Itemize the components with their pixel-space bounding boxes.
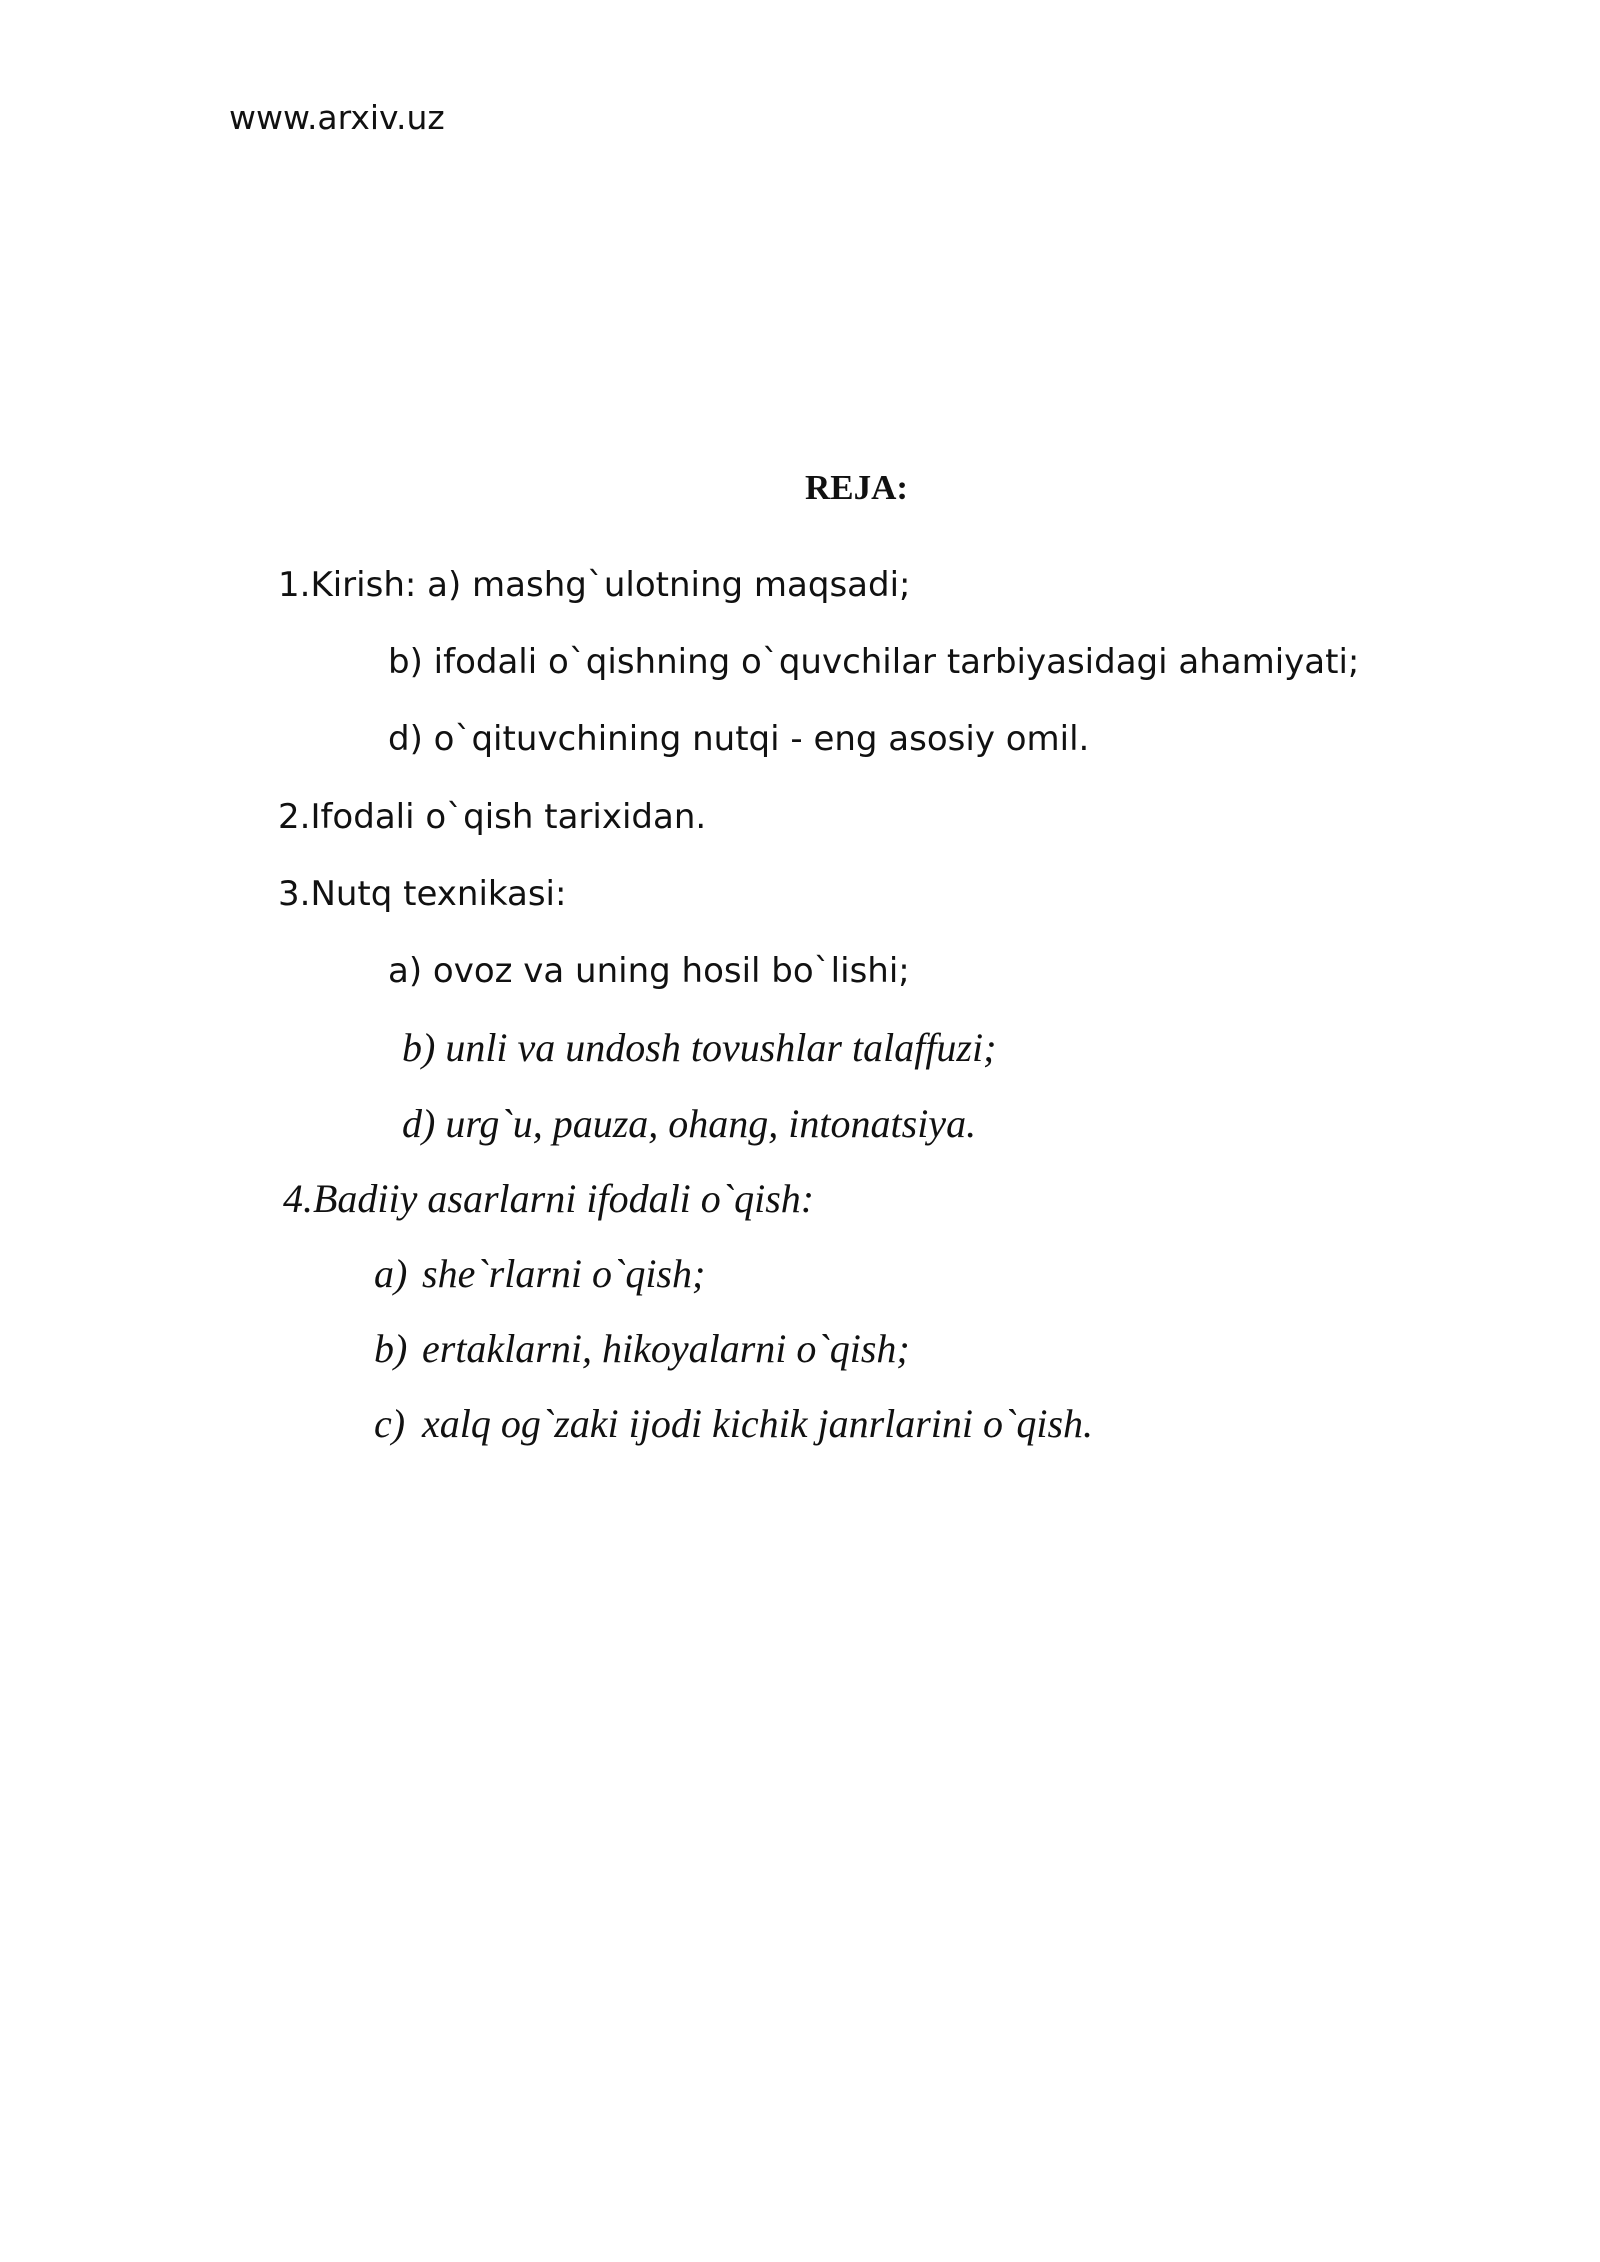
list-item-text: she`rlarni o`qish; [422, 1251, 706, 1296]
list-marker: c) [374, 1401, 406, 1446]
plan-item-3b: b) unli va undosh tovushlar talaffuzi; [402, 1025, 997, 1070]
list-item-text: xalq og`zaki ijodi kichik janrlarini o`qish. [422, 1401, 1094, 1446]
list-item-text: ertaklarni, hikoyalarni o`qish; [422, 1326, 910, 1371]
plan-item-3: 3.Nutq texnikasi: [278, 874, 567, 914]
plan-item-4b [374, 1327, 910, 1371]
plan-item-2: 2.Ifodali o`qish tarixidan. [278, 797, 707, 837]
plan-item-1b: b) ifodali o`qishning o`quvchilar tarbiyasidagi ahamiyati; [388, 642, 1360, 682]
plan-item-4: 4.Badiiy asarlarni ifodali o`qish: [283, 1176, 815, 1221]
site-url: www.arxiv.uz [229, 98, 445, 137]
plan-item-1d: d) o`qituvchining nutqi - eng asosiy omil. [388, 719, 1090, 759]
page-title: REJA: [805, 468, 909, 507]
plan-item-4c [374, 1402, 1093, 1446]
plan-item-1: 1.Kirish: a) mashg`ulotning maqsadi; [278, 565, 911, 605]
plan-item-3a: a) ovoz va uning hosil bo`lishi; [388, 951, 910, 991]
plan-item-3d: d) urg`u, pauza, ohang, intonatsiya. [402, 1101, 977, 1146]
list-marker: a) [374, 1251, 408, 1296]
list-marker: b) [374, 1326, 408, 1371]
plan-item-4a [374, 1252, 705, 1296]
